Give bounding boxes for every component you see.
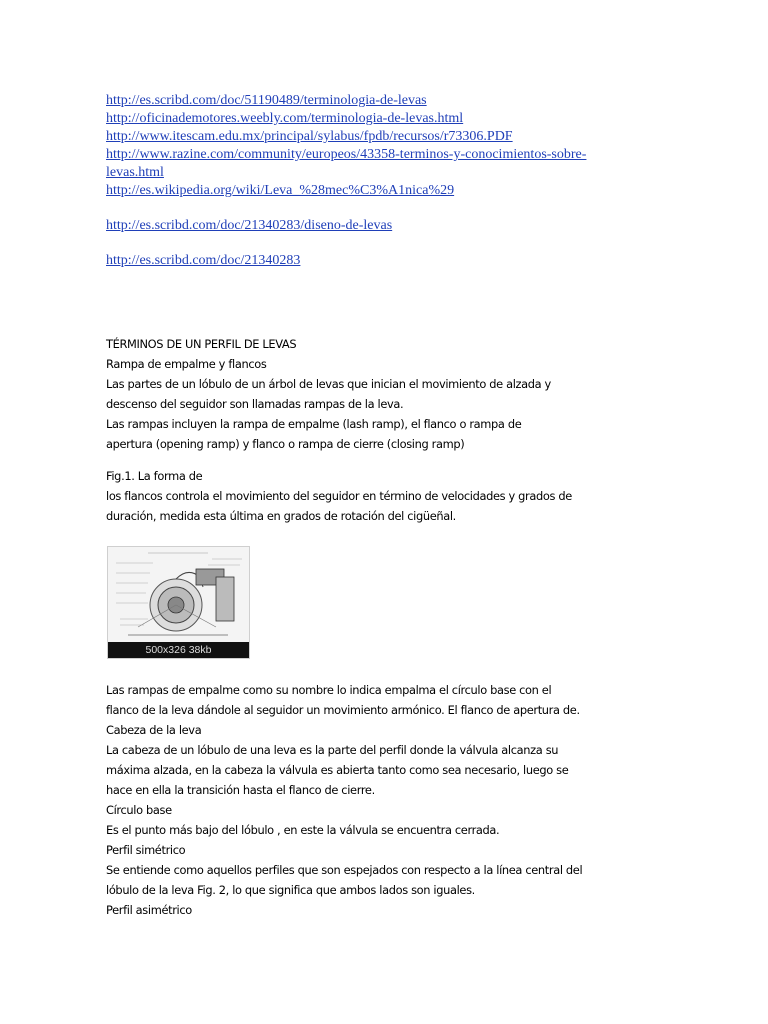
section-rampas	[106, 680, 666, 920]
paragraph-line: Se entiende como aquellos perfiles que son espejados con respecto a la línea central del	[106, 863, 583, 877]
link-scribd-terminologia[interactable]: http://es.scribd.com/doc/51190489/terminologia-de-levas	[106, 93, 427, 108]
section-terminos	[106, 334, 666, 454]
image-size-caption: 500x326 38kb	[108, 642, 249, 658]
spacer	[106, 235, 666, 252]
paragraph-line: apertura (opening ramp) y flanco o rampa de cierre (closing ramp)	[106, 437, 465, 451]
link-scribd-doc[interactable]: http://es.scribd.com/doc/21340283	[106, 253, 301, 268]
paragraph-line: flanco de la leva dándole al seguidor un movimiento armónico. El flanco de apertura de.	[106, 703, 580, 717]
subheading-asimetrico: Perfil asimétrico	[106, 903, 192, 917]
section-heading: TÉRMINOS DE UN PERFIL DE LEVAS	[106, 337, 297, 351]
subheading-cabeza: Cabeza de la leva	[106, 723, 202, 737]
paragraph-line: Las partes de un lóbulo de un árbol de levas que inician el movimiento de alzada y	[106, 377, 551, 391]
figure-reference: Fig.1. La forma de	[106, 469, 203, 483]
paragraph-line: los flancos controla el movimiento del seguidor en término de velocidades y grados de	[106, 489, 572, 503]
paragraph-line: Las rampas incluyen la rampa de empalme (lash ramp), el flanco o rampa de	[106, 417, 522, 431]
cam-diagram-image	[108, 547, 249, 642]
paragraph-line: Las rampas de empalme como su nombre lo indica empalma el círculo base con el	[106, 683, 552, 697]
link-razine[interactable]: http://www.razine.com/community/europeos/43358-terminos-y-conocimientos-sobre-	[106, 147, 587, 162]
link-oficinademotores[interactable]: http://oficinademotores.weebly.com/terminologia-de-levas.html	[106, 111, 464, 126]
section-fig1	[106, 466, 666, 526]
link-itescam-pdf[interactable]: http://www.itescam.edu.mx/principal/sylabus/fpdb/recursos/r73306.PDF	[106, 129, 513, 144]
subheading-rampa: Rampa de empalme y flancos	[106, 357, 267, 371]
link-scribd-diseno[interactable]: http://es.scribd.com/doc/21340283/diseno-de-levas	[106, 218, 393, 233]
link-razine-continued[interactable]: levas.html	[106, 165, 164, 180]
subheading-circulo: Círculo base	[106, 803, 172, 817]
paragraph-line: lóbulo de la leva Fig. 2, lo que significa que ambos lados son iguales.	[106, 883, 475, 897]
cam-diagram-thumbnail[interactable]	[107, 546, 250, 659]
paragraph-line: Es el punto más bajo del lóbulo , en este la válvula se encuentra cerrada.	[106, 823, 500, 837]
paragraph-line: La cabeza de un lóbulo de una leva es la parte del perfil donde la válvula alcanza su	[106, 743, 559, 757]
subheading-simetrico: Perfil simétrico	[106, 843, 186, 857]
reference-links	[106, 92, 666, 270]
link-wikipedia-leva[interactable]: http://es.wikipedia.org/wiki/Leva_%28mec%C3%A1nica%29	[106, 183, 455, 198]
paragraph-line: hace en ella la transición hasta el flanco de cierre.	[106, 783, 375, 797]
spacer	[106, 200, 666, 217]
paragraph-line: duración, medida esta última en grados de rotación del cigüeñal.	[106, 509, 456, 523]
paragraph-line: descenso del seguidor son llamadas rampas de la leva.	[106, 397, 404, 411]
paragraph-line: máxima alzada, en la cabeza la válvula es abierta tanto como sea necesario, luego se	[106, 763, 569, 777]
